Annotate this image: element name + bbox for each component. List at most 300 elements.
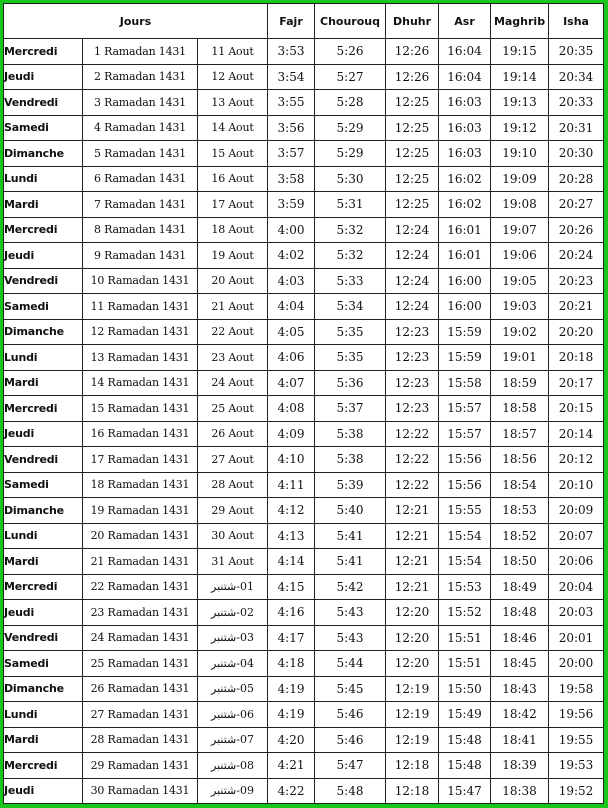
cell-isha: 20:01: [549, 625, 604, 651]
cell-hijri: 6 Ramadan 1431: [83, 166, 198, 192]
table-row: [4, 243, 604, 269]
cell-maghrib: 19:05: [491, 268, 549, 294]
cell-dhuhr: 12:18: [386, 778, 439, 804]
cell-day: Vendredi: [4, 90, 83, 116]
cell-fajr: 4:02: [268, 243, 315, 269]
cell-day: Samedi: [4, 651, 83, 677]
cell-hijri: 5 Ramadan 1431: [83, 141, 198, 167]
cell-maghrib: 18:57: [491, 421, 549, 447]
table-row: [4, 727, 604, 753]
cell-hijri: 30 Ramadan 1431: [83, 778, 198, 804]
cell-isha: 20:04: [549, 574, 604, 600]
cell-asr: 15:57: [439, 421, 491, 447]
cell-fajr: 4:16: [268, 600, 315, 626]
cell-greg: 13 Aout: [198, 90, 268, 116]
cell-maghrib: 18:39: [491, 753, 549, 779]
header-jours: Jours: [4, 4, 268, 39]
cell-day: Mercredi: [4, 39, 83, 65]
cell-chourouq: 5:42: [315, 574, 386, 600]
cell-dhuhr: 12:25: [386, 141, 439, 167]
cell-asr: 15:58: [439, 370, 491, 396]
cell-isha: 20:26: [549, 217, 604, 243]
cell-day: Mardi: [4, 192, 83, 218]
cell-maghrib: 18:49: [491, 574, 549, 600]
cell-hijri: 1 Ramadan 1431: [83, 39, 198, 65]
cell-isha: 19:56: [549, 702, 604, 728]
cell-asr: 15:56: [439, 472, 491, 498]
cell-greg: 29 Aout: [198, 498, 268, 524]
cell-fajr: 4:19: [268, 702, 315, 728]
cell-hijri: 11 Ramadan 1431: [83, 294, 198, 320]
cell-chourouq: 5:26: [315, 39, 386, 65]
cell-dhuhr: 12:25: [386, 192, 439, 218]
cell-maghrib: 19:13: [491, 90, 549, 116]
cell-dhuhr: 12:25: [386, 90, 439, 116]
cell-day: Jeudi: [4, 778, 83, 804]
table-row: [4, 574, 604, 600]
header-dhuhr: Dhuhr: [386, 4, 439, 39]
cell-asr: 15:48: [439, 753, 491, 779]
cell-maghrib: 18:58: [491, 396, 549, 422]
cell-fajr: 3:59: [268, 192, 315, 218]
cell-greg: 08-شتنبر: [198, 753, 268, 779]
cell-asr: 16:01: [439, 217, 491, 243]
table-row: [4, 523, 604, 549]
table-row: [4, 600, 604, 626]
cell-dhuhr: 12:21: [386, 574, 439, 600]
cell-dhuhr: 12:26: [386, 64, 439, 90]
cell-asr: 15:47: [439, 778, 491, 804]
table-row: [4, 753, 604, 779]
cell-chourouq: 5:35: [315, 345, 386, 371]
cell-chourouq: 5:32: [315, 217, 386, 243]
cell-dhuhr: 12:22: [386, 472, 439, 498]
header-maghrib: Maghrib: [491, 4, 549, 39]
cell-chourouq: 5:44: [315, 651, 386, 677]
cell-asr: 16:02: [439, 166, 491, 192]
cell-asr: 16:00: [439, 294, 491, 320]
cell-dhuhr: 12:23: [386, 370, 439, 396]
cell-day: Jeudi: [4, 64, 83, 90]
cell-chourouq: 5:41: [315, 523, 386, 549]
cell-isha: 20:33: [549, 90, 604, 116]
cell-day: Samedi: [4, 472, 83, 498]
cell-greg: 03-شتنبر: [198, 625, 268, 651]
cell-greg: 21 Aout: [198, 294, 268, 320]
cell-hijri: 14 Ramadan 1431: [83, 370, 198, 396]
cell-hijri: 24 Ramadan 1431: [83, 625, 198, 651]
cell-isha: 20:34: [549, 64, 604, 90]
cell-chourouq: 5:43: [315, 600, 386, 626]
cell-isha: 20:35: [549, 39, 604, 65]
cell-greg: 09-شتنبر: [198, 778, 268, 804]
cell-fajr: 3:58: [268, 166, 315, 192]
cell-chourouq: 5:40: [315, 498, 386, 524]
cell-greg: 14 Aout: [198, 115, 268, 141]
cell-fajr: 3:55: [268, 90, 315, 116]
cell-asr: 15:51: [439, 651, 491, 677]
cell-chourouq: 5:48: [315, 778, 386, 804]
cell-hijri: 27 Ramadan 1431: [83, 702, 198, 728]
cell-dhuhr: 12:22: [386, 421, 439, 447]
cell-asr: 15:59: [439, 345, 491, 371]
cell-dhuhr: 12:23: [386, 396, 439, 422]
cell-isha: 20:06: [549, 549, 604, 575]
cell-fajr: 4:21: [268, 753, 315, 779]
cell-maghrib: 19:02: [491, 319, 549, 345]
cell-dhuhr: 12:26: [386, 39, 439, 65]
table-row: [4, 676, 604, 702]
cell-hijri: 29 Ramadan 1431: [83, 753, 198, 779]
cell-maghrib: 19:14: [491, 64, 549, 90]
cell-day: Samedi: [4, 294, 83, 320]
cell-dhuhr: 12:22: [386, 447, 439, 473]
cell-greg: 23 Aout: [198, 345, 268, 371]
cell-asr: 16:00: [439, 268, 491, 294]
cell-fajr: 4:19: [268, 676, 315, 702]
header-isha: Isha: [549, 4, 604, 39]
cell-chourouq: 5:32: [315, 243, 386, 269]
table-row: [4, 115, 604, 141]
table-row: [4, 39, 604, 65]
cell-fajr: 4:15: [268, 574, 315, 600]
cell-day: Mardi: [4, 549, 83, 575]
table-row: [4, 472, 604, 498]
cell-hijri: 18 Ramadan 1431: [83, 472, 198, 498]
cell-greg: 16 Aout: [198, 166, 268, 192]
cell-day: Mercredi: [4, 574, 83, 600]
cell-maghrib: 18:38: [491, 778, 549, 804]
cell-isha: 19:52: [549, 778, 604, 804]
cell-isha: 20:21: [549, 294, 604, 320]
cell-greg: 19 Aout: [198, 243, 268, 269]
cell-dhuhr: 12:23: [386, 319, 439, 345]
cell-maghrib: 19:07: [491, 217, 549, 243]
cell-maghrib: 18:56: [491, 447, 549, 473]
cell-day: Dimanche: [4, 319, 83, 345]
cell-hijri: 15 Ramadan 1431: [83, 396, 198, 422]
cell-isha: 20:31: [549, 115, 604, 141]
cell-hijri: 25 Ramadan 1431: [83, 651, 198, 677]
cell-asr: 15:50: [439, 676, 491, 702]
cell-chourouq: 5:39: [315, 472, 386, 498]
cell-chourouq: 5:30: [315, 166, 386, 192]
cell-greg: 15 Aout: [198, 141, 268, 167]
cell-dhuhr: 12:18: [386, 753, 439, 779]
cell-fajr: 4:13: [268, 523, 315, 549]
cell-dhuhr: 12:20: [386, 625, 439, 651]
cell-greg: 22 Aout: [198, 319, 268, 345]
cell-asr: 15:55: [439, 498, 491, 524]
cell-dhuhr: 12:19: [386, 702, 439, 728]
cell-hijri: 16 Ramadan 1431: [83, 421, 198, 447]
table-row: [4, 549, 604, 575]
cell-dhuhr: 12:25: [386, 166, 439, 192]
cell-fajr: 4:03: [268, 268, 315, 294]
cell-greg: 26 Aout: [198, 421, 268, 447]
cell-chourouq: 5:33: [315, 268, 386, 294]
table-row: [4, 166, 604, 192]
cell-maghrib: 19:06: [491, 243, 549, 269]
cell-hijri: 7 Ramadan 1431: [83, 192, 198, 218]
cell-hijri: 20 Ramadan 1431: [83, 523, 198, 549]
cell-greg: 07-شتنبر: [198, 727, 268, 753]
table-row: [4, 370, 604, 396]
table-row: [4, 421, 604, 447]
cell-dhuhr: 12:24: [386, 294, 439, 320]
cell-hijri: 23 Ramadan 1431: [83, 600, 198, 626]
cell-chourouq: 5:38: [315, 421, 386, 447]
cell-isha: 20:07: [549, 523, 604, 549]
table-row: [4, 447, 604, 473]
cell-hijri: 17 Ramadan 1431: [83, 447, 198, 473]
cell-dhuhr: 12:19: [386, 727, 439, 753]
header-fajr: Fajr: [268, 4, 315, 39]
cell-isha: 20:27: [549, 192, 604, 218]
cell-greg: 30 Aout: [198, 523, 268, 549]
cell-greg: 11 Aout: [198, 39, 268, 65]
cell-asr: 15:59: [439, 319, 491, 345]
cell-day: Lundi: [4, 702, 83, 728]
cell-fajr: 4:05: [268, 319, 315, 345]
table-row: [4, 778, 604, 804]
cell-maghrib: 18:52: [491, 523, 549, 549]
cell-hijri: 12 Ramadan 1431: [83, 319, 198, 345]
cell-fajr: 4:14: [268, 549, 315, 575]
cell-asr: 15:53: [439, 574, 491, 600]
cell-chourouq: 5:45: [315, 676, 386, 702]
cell-maghrib: 18:46: [491, 625, 549, 651]
cell-hijri: 2 Ramadan 1431: [83, 64, 198, 90]
cell-greg: 28 Aout: [198, 472, 268, 498]
cell-asr: 15:54: [439, 523, 491, 549]
cell-dhuhr: 12:20: [386, 600, 439, 626]
cell-chourouq: 5:38: [315, 447, 386, 473]
cell-asr: 15:49: [439, 702, 491, 728]
cell-dhuhr: 12:21: [386, 549, 439, 575]
cell-fajr: 4:22: [268, 778, 315, 804]
cell-hijri: 10 Ramadan 1431: [83, 268, 198, 294]
header-asr: Asr: [439, 4, 491, 39]
cell-isha: 20:23: [549, 268, 604, 294]
cell-fajr: 3:57: [268, 141, 315, 167]
cell-chourouq: 5:35: [315, 319, 386, 345]
cell-maghrib: 19:12: [491, 115, 549, 141]
cell-isha: 20:10: [549, 472, 604, 498]
cell-fajr: 3:56: [268, 115, 315, 141]
cell-isha: 19:55: [549, 727, 604, 753]
cell-greg: 24 Aout: [198, 370, 268, 396]
cell-isha: 20:03: [549, 600, 604, 626]
cell-chourouq: 5:46: [315, 727, 386, 753]
cell-isha: 20:15: [549, 396, 604, 422]
cell-asr: 16:01: [439, 243, 491, 269]
cell-fajr: 4:10: [268, 447, 315, 473]
prayer-times-table: [3, 3, 604, 804]
cell-maghrib: 18:50: [491, 549, 549, 575]
cell-asr: 16:04: [439, 64, 491, 90]
cell-isha: 19:58: [549, 676, 604, 702]
cell-isha: 20:18: [549, 345, 604, 371]
cell-day: Mercredi: [4, 753, 83, 779]
cell-isha: 20:00: [549, 651, 604, 677]
cell-hijri: 28 Ramadan 1431: [83, 727, 198, 753]
table-row: [4, 651, 604, 677]
table-row: [4, 64, 604, 90]
table-row: [4, 625, 604, 651]
cell-fajr: 3:54: [268, 64, 315, 90]
cell-chourouq: 5:34: [315, 294, 386, 320]
cell-day: Dimanche: [4, 676, 83, 702]
cell-hijri: 22 Ramadan 1431: [83, 574, 198, 600]
cell-chourouq: 5:47: [315, 753, 386, 779]
cell-maghrib: 18:54: [491, 472, 549, 498]
cell-day: Samedi: [4, 115, 83, 141]
cell-greg: 12 Aout: [198, 64, 268, 90]
cell-fajr: 4:00: [268, 217, 315, 243]
cell-day: Dimanche: [4, 141, 83, 167]
table-row: [4, 268, 604, 294]
cell-asr: 16:03: [439, 90, 491, 116]
cell-chourouq: 5:29: [315, 141, 386, 167]
cell-fajr: 3:53: [268, 39, 315, 65]
cell-maghrib: 19:15: [491, 39, 549, 65]
cell-day: Vendredi: [4, 625, 83, 651]
cell-maghrib: 18:59: [491, 370, 549, 396]
cell-greg: 27 Aout: [198, 447, 268, 473]
table-row: [4, 192, 604, 218]
cell-hijri: 8 Ramadan 1431: [83, 217, 198, 243]
cell-maghrib: 18:45: [491, 651, 549, 677]
cell-asr: 15:51: [439, 625, 491, 651]
cell-chourouq: 5:41: [315, 549, 386, 575]
cell-dhuhr: 12:24: [386, 243, 439, 269]
cell-chourouq: 5:37: [315, 396, 386, 422]
cell-greg: 25 Aout: [198, 396, 268, 422]
cell-fajr: 4:09: [268, 421, 315, 447]
cell-dhuhr: 12:21: [386, 523, 439, 549]
cell-maghrib: 19:08: [491, 192, 549, 218]
cell-dhuhr: 12:23: [386, 345, 439, 371]
cell-greg: 20 Aout: [198, 268, 268, 294]
cell-day: Lundi: [4, 345, 83, 371]
cell-day: Jeudi: [4, 421, 83, 447]
cell-isha: 19:53: [549, 753, 604, 779]
cell-day: Vendredi: [4, 447, 83, 473]
cell-maghrib: 18:53: [491, 498, 549, 524]
cell-day: Mercredi: [4, 217, 83, 243]
cell-dhuhr: 12:20: [386, 651, 439, 677]
table-row: [4, 217, 604, 243]
table-body: [4, 39, 604, 804]
cell-day: Jeudi: [4, 600, 83, 626]
cell-greg: 17 Aout: [198, 192, 268, 218]
cell-isha: 20:20: [549, 319, 604, 345]
cell-isha: 20:17: [549, 370, 604, 396]
header-chourouq: Chourouq: [315, 4, 386, 39]
cell-fajr: 4:20: [268, 727, 315, 753]
cell-chourouq: 5:36: [315, 370, 386, 396]
cell-asr: 15:57: [439, 396, 491, 422]
cell-hijri: 9 Ramadan 1431: [83, 243, 198, 269]
cell-maghrib: 19:03: [491, 294, 549, 320]
cell-fajr: 4:07: [268, 370, 315, 396]
cell-chourouq: 5:31: [315, 192, 386, 218]
cell-asr: 15:52: [439, 600, 491, 626]
cell-maghrib: 18:48: [491, 600, 549, 626]
table-row: [4, 294, 604, 320]
cell-dhuhr: 12:21: [386, 498, 439, 524]
cell-day: Dimanche: [4, 498, 83, 524]
cell-hijri: 19 Ramadan 1431: [83, 498, 198, 524]
table-row: [4, 345, 604, 371]
cell-dhuhr: 12:24: [386, 268, 439, 294]
cell-fajr: 4:11: [268, 472, 315, 498]
cell-maghrib: 18:43: [491, 676, 549, 702]
cell-asr: 15:54: [439, 549, 491, 575]
cell-chourouq: 5:43: [315, 625, 386, 651]
cell-hijri: 21 Ramadan 1431: [83, 549, 198, 575]
cell-day: Mercredi: [4, 396, 83, 422]
cell-maghrib: 19:10: [491, 141, 549, 167]
table-row: [4, 141, 604, 167]
cell-fajr: 4:08: [268, 396, 315, 422]
cell-day: Lundi: [4, 166, 83, 192]
cell-asr: 16:02: [439, 192, 491, 218]
cell-day: Mardi: [4, 727, 83, 753]
cell-asr: 15:56: [439, 447, 491, 473]
cell-hijri: 3 Ramadan 1431: [83, 90, 198, 116]
cell-isha: 20:14: [549, 421, 604, 447]
cell-day: Mardi: [4, 370, 83, 396]
cell-hijri: 4 Ramadan 1431: [83, 115, 198, 141]
cell-greg: 31 Aout: [198, 549, 268, 575]
cell-fajr: 4:17: [268, 625, 315, 651]
cell-maghrib: 19:01: [491, 345, 549, 371]
cell-chourouq: 5:46: [315, 702, 386, 728]
cell-maghrib: 18:41: [491, 727, 549, 753]
cell-greg: 02-شتنبر: [198, 600, 268, 626]
cell-asr: 16:03: [439, 141, 491, 167]
table-row: [4, 498, 604, 524]
cell-fajr: 4:06: [268, 345, 315, 371]
cell-fajr: 4:18: [268, 651, 315, 677]
cell-isha: 20:24: [549, 243, 604, 269]
cell-chourouq: 5:27: [315, 64, 386, 90]
cell-isha: 20:28: [549, 166, 604, 192]
cell-fajr: 4:04: [268, 294, 315, 320]
cell-isha: 20:09: [549, 498, 604, 524]
cell-greg: 01-شتنبر: [198, 574, 268, 600]
cell-asr: 15:48: [439, 727, 491, 753]
cell-chourouq: 5:29: [315, 115, 386, 141]
table-row: [4, 319, 604, 345]
cell-dhuhr: 12:19: [386, 676, 439, 702]
cell-maghrib: 19:09: [491, 166, 549, 192]
cell-chourouq: 5:28: [315, 90, 386, 116]
cell-isha: 20:30: [549, 141, 604, 167]
cell-isha: 20:12: [549, 447, 604, 473]
header-row: [4, 4, 604, 39]
cell-day: Jeudi: [4, 243, 83, 269]
cell-greg: 04-شتنبر: [198, 651, 268, 677]
cell-dhuhr: 12:24: [386, 217, 439, 243]
cell-asr: 16:04: [439, 39, 491, 65]
cell-maghrib: 18:42: [491, 702, 549, 728]
cell-dhuhr: 12:25: [386, 115, 439, 141]
cell-hijri: 13 Ramadan 1431: [83, 345, 198, 371]
table-row: [4, 396, 604, 422]
